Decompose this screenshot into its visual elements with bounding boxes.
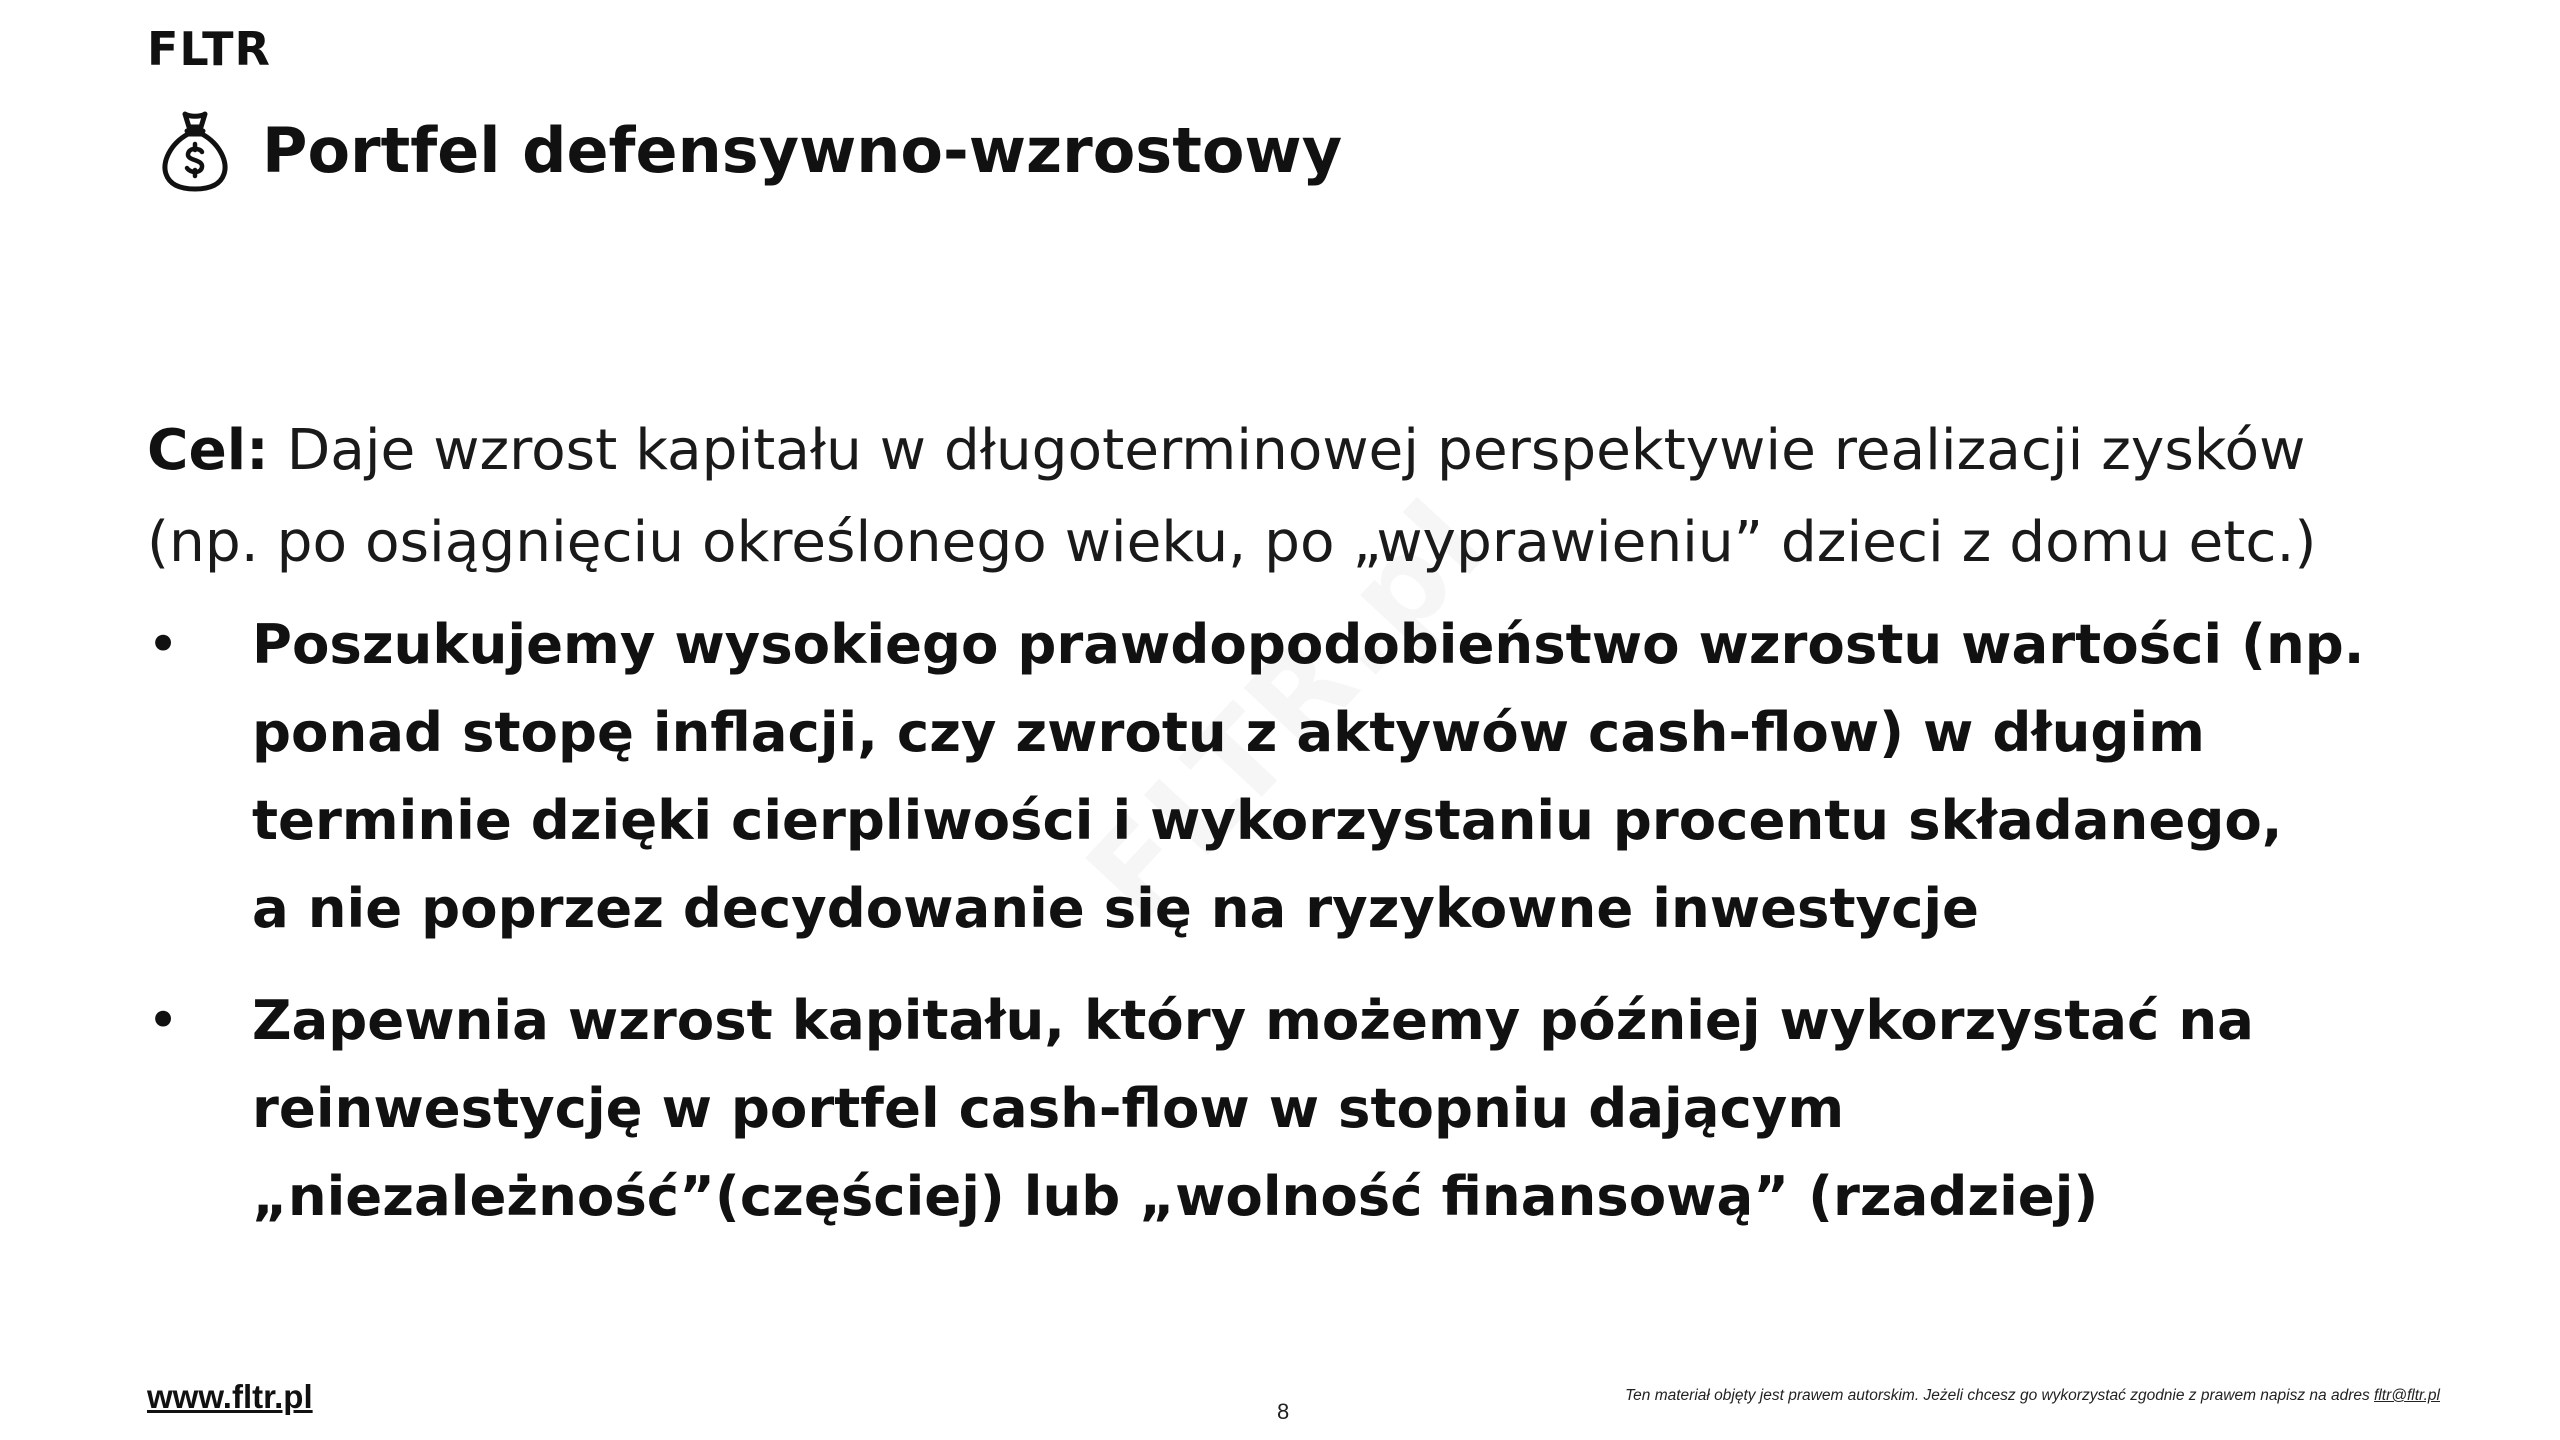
bullet-1-line-4: a nie poprzez decydowanie się na ryzykowne inwestycje bbox=[252, 876, 1980, 940]
goal-label: Cel: bbox=[147, 418, 269, 483]
bullet-marker: • bbox=[147, 612, 180, 676]
money-bag-icon bbox=[158, 110, 232, 192]
goal-paragraph bbox=[147, 405, 2447, 589]
brand-logo-text: FLTR bbox=[147, 22, 271, 76]
bullet-1-line-1: Poszukujemy wysokiego prawdopodobieństwo wzrostu wartości (np. bbox=[252, 612, 2365, 676]
page-number: 8 bbox=[1277, 1399, 1290, 1424]
bullet-2-line-3: „niezależność”(częściej) lub „wolność finansową” (rzadziej) bbox=[252, 1164, 2099, 1228]
goal-line-2: (np. po osiągnięciu określonego wieku, po „wyprawieniu” dzieci z domu etc.) bbox=[147, 510, 2317, 575]
list-item bbox=[147, 976, 2447, 1240]
website-link[interactable]: www.fltr.pl bbox=[147, 1378, 313, 1415]
bullet-1-line-3: terminie dzięki cierpliwości i wykorzystaniu procentu składanego, bbox=[252, 788, 2283, 852]
copyright-text: Ten materiał objęty jest prawem autorskim. Jeżeli chcesz go wykorzystać zgodnie z prawem napisz na adres bbox=[1625, 1387, 2375, 1404]
copyright-notice bbox=[1625, 1388, 2440, 1404]
bullet-2-line-1: Zapewnia wzrost kapitału, który możemy później wykorzystać na bbox=[252, 988, 2254, 1052]
list-item bbox=[147, 600, 2447, 952]
page-title: Portfel defensywno-wzrostowy bbox=[262, 114, 1343, 187]
copyright-email-link[interactable]: fltr@fltr.pl bbox=[2374, 1387, 2440, 1404]
bullet-2-line-2: reinwestycję w portfel cash-flow w stopniu dającym bbox=[252, 1076, 1845, 1140]
bullet-marker: • bbox=[147, 988, 180, 1052]
bullet-1-line-2: ponad stopę inflacji, czy zwrotu z aktywów cash-flow) w długim bbox=[252, 700, 2205, 764]
goal-line-1 bbox=[147, 405, 2447, 497]
goal-text-1: Daje wzrost kapitału w długoterminowej perspektywie realizacji zysków bbox=[268, 418, 2306, 483]
slide-content bbox=[147, 405, 2447, 1240]
bullet-list bbox=[147, 600, 2447, 1240]
page-header bbox=[158, 110, 1342, 192]
